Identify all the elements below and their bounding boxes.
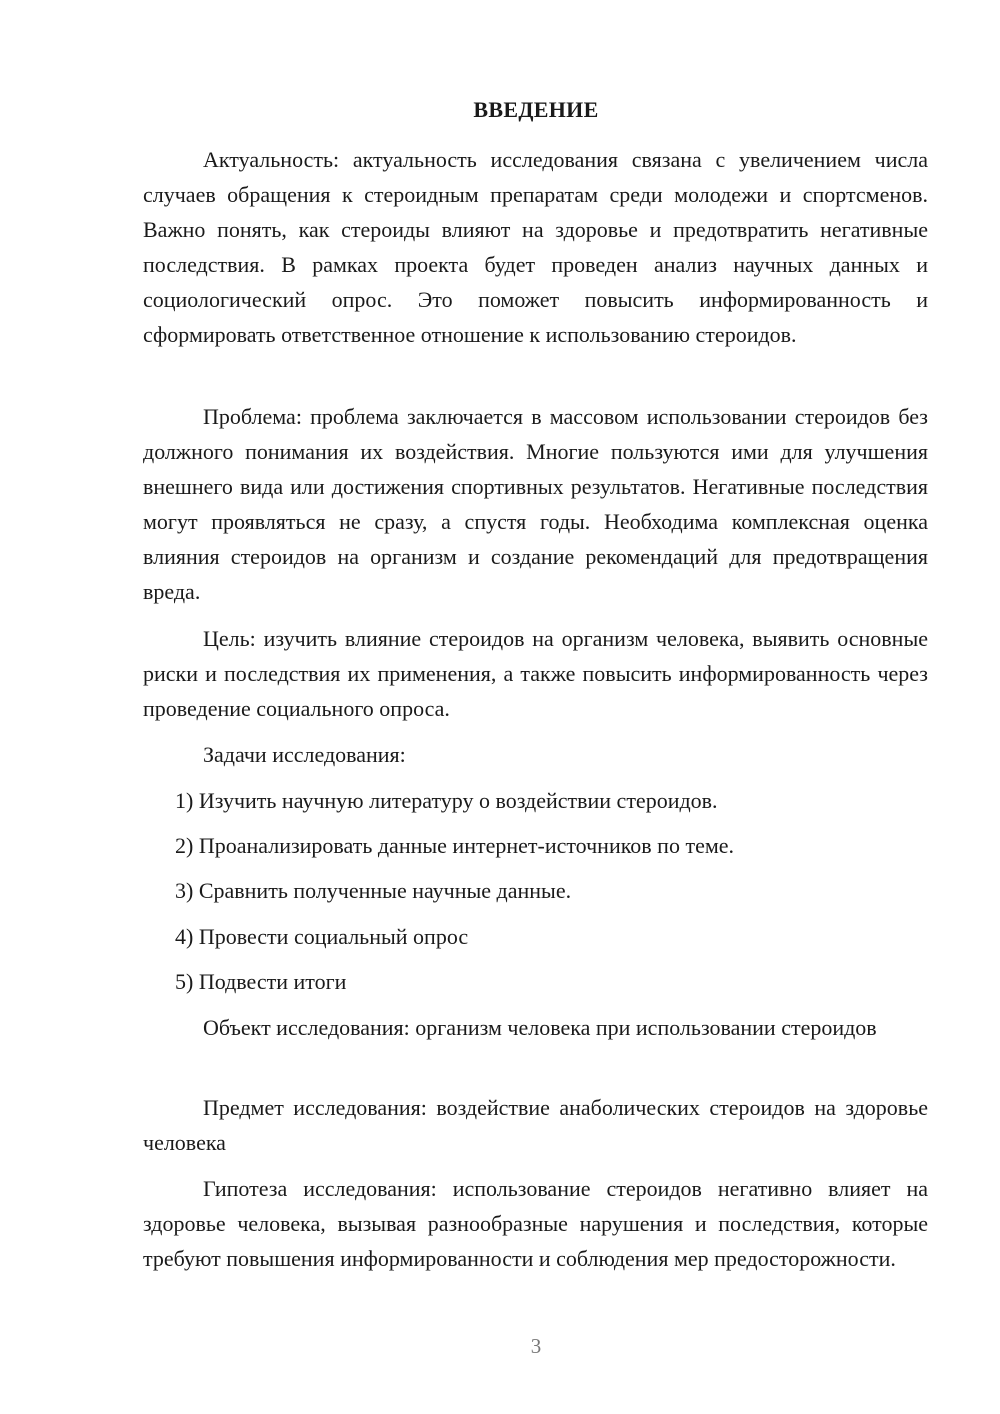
task-item: 3) Сравнить полученные научные данные.: [175, 878, 572, 903]
object-section: [143, 1010, 928, 1045]
subject-section: [143, 1090, 928, 1160]
problem-paragraph: Проблема: проблема заключается в массовом использовании стероидов без должного понимания их воздействия. Многие пользуются ими для улучшения внешнего вида или достижения спортивных результатов. Негативные последствия могут проявляться не сразу, а спустя годы. Необходима комплексная оценка влияния стероидов на организм и создание рекомендаций для предотвращения вреда.: [143, 404, 928, 604]
task-item: 1) Изучить научную литературу о воздействии стероидов.: [175, 788, 718, 813]
task-item: 2) Проанализировать данные интернет-источников по теме.: [175, 833, 735, 858]
task-item: 5) Подвести итоги: [175, 969, 347, 994]
relevance-section: [143, 142, 928, 352]
tasks-heading: Задачи исследования:: [203, 742, 406, 767]
tasks-heading-section: [143, 737, 928, 772]
relevance-paragraph: Актуальность: актуальность исследования связана с увеличением числа случаев обращения к стероидным препаратам среди молодежи и спортсменов. Важно понять, как стероиды влияют на здоровье и предотвратить негативные последствия. В рамках проекта будет проведен анализ научных данных и социологический опрос. Это поможет повысить информированность и сформировать ответственное отношение к использованию стероидов.: [143, 147, 928, 347]
task-item: 4) Провести социальный опрос: [175, 924, 469, 949]
page-number: 3: [530, 1334, 542, 1358]
problem-section: [143, 399, 928, 609]
goal-section: [143, 621, 928, 726]
hypothesis-section: [143, 1171, 928, 1276]
subject-paragraph: Предмет исследования: воздействие анаболических стероидов на здоровье человека: [143, 1095, 928, 1155]
goal-paragraph: Цель: изучить влияние стероидов на организм человека, выявить основные риски и последствия их применения, а также повысить информированность через проведение социального опроса.: [143, 626, 928, 721]
document-heading: ВВЕДЕНИЕ: [473, 97, 599, 122]
object-paragraph: Объект исследования: организм человека при использовании стероидов: [203, 1015, 877, 1040]
hypothesis-paragraph: Гипотеза исследования: использование стероидов негативно влияет на здоровье человека, вызывая разнообразные нарушения и последствия, которые требуют повышения информированности и соблюдения мер предосторожности.: [143, 1176, 928, 1271]
